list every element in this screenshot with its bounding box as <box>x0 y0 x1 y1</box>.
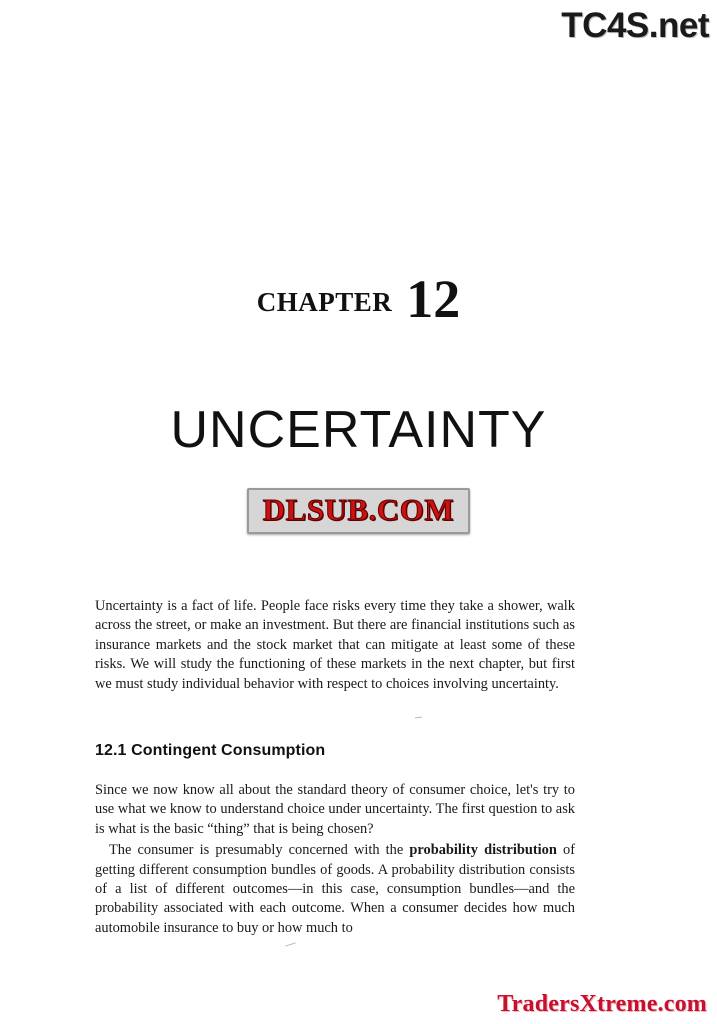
intro-block <box>95 597 575 694</box>
watermark-stamp-box <box>247 488 470 534</box>
chapter-title: UNCERTAINTY <box>170 401 547 459</box>
watermark-bottom-right: TradersXtreme.com <box>497 991 707 1017</box>
chapter-number: 12 <box>406 269 461 329</box>
section-paragraph-1: Since we now know all about the standard theory of consumer choice, let's try to use what we know to understand choice under uncertainty. The first question to ask is what is the basic “thing” that is being chosen? <box>95 782 575 837</box>
chapter-heading <box>0 262 717 329</box>
section-paragraph-2-rest: of getting different consumption bundles of goods. A probability distribution consists of a list of different outcomes—in this case, consumption bundles—and the probability associated with each outcome. When a consumer decides how much automobile insurance to buy or how much to <box>95 842 575 936</box>
watermark-top-right: TC4S.net <box>561 6 709 45</box>
section-paragraph-2-lead: The consumer is presumably concerned with the <box>109 842 410 859</box>
scan-speck <box>285 942 296 946</box>
section-paragraph-2 <box>95 841 575 938</box>
chapter-label: CHAPTER <box>256 287 393 317</box>
watermark-stamp <box>0 488 717 534</box>
watermark-stamp-text: DLSUB.COM <box>262 492 455 527</box>
section-heading: 12.1 Contingent Consumption <box>95 742 326 759</box>
intro-paragraph: Uncertainty is a fact of life. People face risks every time they take a shower, walk across the street, or make an investment. But there are financial institutions such as insurance markets and the stock market that can mitigate at least some of these risks. We will study the functioning of these markets in the next chapter, but first we must study individual behavior with respect to choices involving uncertainty. <box>95 598 575 692</box>
term-probability-distribution: probability distribution <box>409 842 557 859</box>
section-body <box>95 781 575 938</box>
scan-speck <box>415 717 422 719</box>
